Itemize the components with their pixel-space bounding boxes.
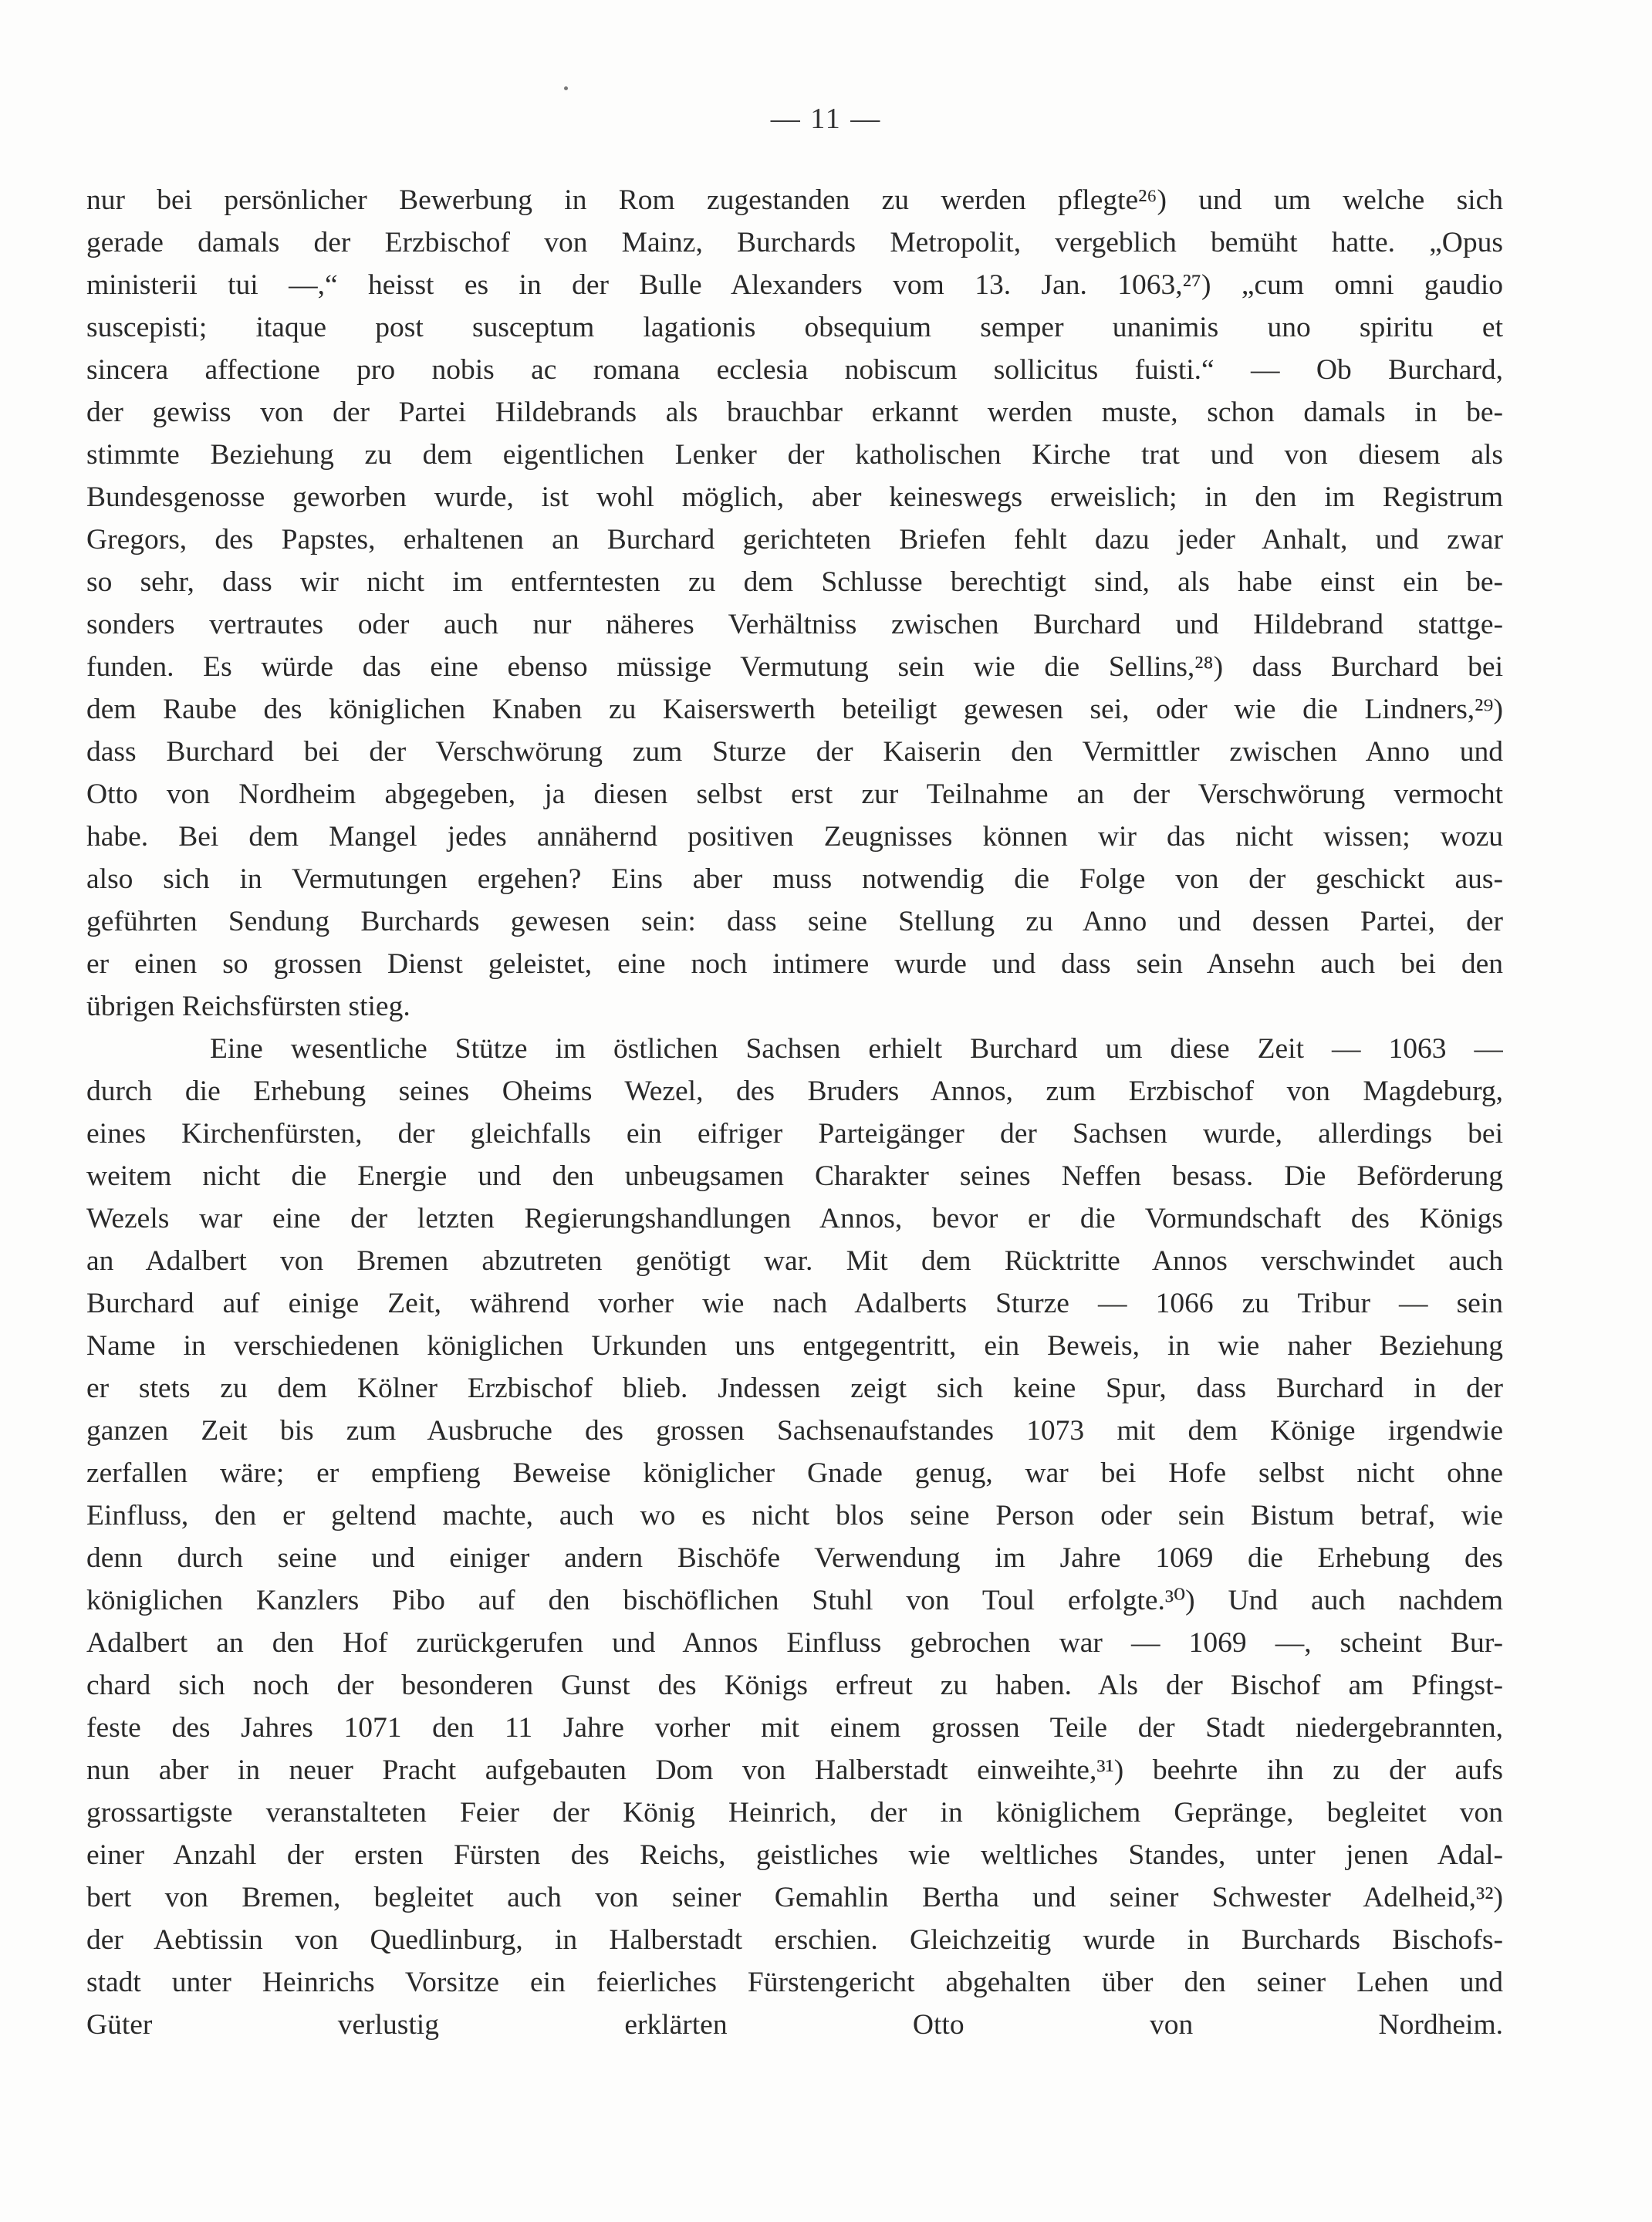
text-line: dass Burchard bei der Verschwörung zum Sturze der Kaiserin den Vermittler zwischen Anno und [86, 736, 1503, 768]
text-line: Otto von Nordheim abgegeben, ja diesen selbst erst zur Teilnahme an der Verschwörung vermocht [86, 778, 1503, 810]
text-line: an Adalbert von Bremen abzutreten genötigt war. Mit dem Rücktritte Annos verschwindet auch [86, 1245, 1503, 1277]
text-line: stadt unter Heinrichs Vorsitze ein feierliches Fürstengericht abgehalten über den seiner Lehen und [86, 1967, 1503, 1998]
text-line: Wezels war eine der letzten Regierungshandlungen Annos, bevor er die Vormundschaft des Königs [86, 1203, 1503, 1234]
text-line: Einfluss, den er geltend machte, auch wo es nicht blos seine Person oder sein Bistum betraf, wie [86, 1500, 1503, 1531]
text-line: Güter verlustig erklärten Otto von Nordheim. [86, 2009, 1503, 2041]
text-line: nun aber in neuer Pracht aufgebauten Dom von Halberstadt einweihte,³¹) beehrte ihn zu der aufs [86, 1754, 1503, 1786]
text-line: einer Anzahl der ersten Fürsten des Reichs, geistliches wie weltliches Standes, unter jenen Adal- [86, 1839, 1503, 1871]
text-line: ministerii tui —,“ heisst es in der Bulle Alexanders vom 13. Jan. 1063,²⁷) „cum omni gaudio [86, 269, 1503, 301]
body-text [86, 179, 1503, 2089]
text-line: Bundesgenosse geworben wurde, ist wohl möglich, aber keineswegs erweislich; in den im Registrum [86, 481, 1503, 513]
text-line: ganzen Zeit bis zum Ausbruche des grossen Sachsenaufstandes 1073 mit dem Könige irgendwie [86, 1415, 1503, 1447]
text-line: sincera affectione pro nobis ac romana ecclesia nobiscum sollicitus fuisti.“ — Ob Burchard, [86, 354, 1503, 386]
text-line: Adalbert an den Hof zurückgerufen und Annos Einfluss gebrochen war — 1069 —, scheint Bur- [86, 1627, 1503, 1659]
text-line: habe. Bei dem Mangel jedes annähernd positiven Zeugnisses können wir das nicht wissen; wozu [86, 821, 1503, 853]
text-line: dem Raube des königlichen Knaben zu Kaiserswerth beteiligt gewesen sei, oder wie die Lindners,²⁹) [86, 694, 1503, 725]
text-line: königlichen Kanzlers Pibo auf den bischöflichen Stuhl von Toul erfolgte.³⁰) Und auch nachdem [86, 1585, 1503, 1616]
text-line: suscepisti; itaque post susceptum lagationis obsequium semper unanimis uno spiritu et [86, 312, 1503, 343]
text-line: der Aebtissin von Quedlinburg, in Halberstadt erschien. Gleichzeitig wurde in Burchards Bischofs- [86, 1924, 1503, 1956]
text-line: bert von Bremen, begleitet auch von seiner Gemahlin Bertha und seiner Schwester Adelheid,³²) [86, 1882, 1503, 1913]
text-line: stimmte Beziehung zu dem eigentlichen Lenker der katholischen Kirche trat und von diesem als [86, 439, 1503, 471]
text-line: chard sich noch der besonderen Gunst des Königs erfreut zu haben. Als der Bischof am Pfingst- [86, 1670, 1503, 1701]
text-line: so sehr, dass wir nicht im entferntesten zu dem Schlusse berechtigt sind, als habe einst ein be- [86, 566, 1503, 598]
text-line: gerade damals der Erzbischof von Mainz, Burchards Metropolit, vergeblich bemüht hatte. „Opus [86, 227, 1503, 258]
text-line: der gewiss von der Partei Hildebrands als brauchbar erkannt werden muste, schon damals in be- [86, 397, 1503, 428]
page-number: — 11 — [770, 103, 882, 135]
text-line: Burchard auf einige Zeit, während vorher wie nach Adalberts Sturze — 1066 zu Tribur — sein [86, 1288, 1503, 1319]
ink-speck [564, 86, 568, 90]
text-line: geführten Sendung Burchards gewesen sein: dass seine Stellung zu Anno und dessen Partei, der [86, 906, 1503, 937]
text-line: er stets zu dem Kölner Erzbischof blieb. Jndessen zeigt sich keine Spur, dass Burchard in der [86, 1373, 1503, 1404]
text-line-paragraph-end: übrigen Reichsfürsten stieg. [86, 991, 410, 1022]
text-line-paragraph-start: Eine wesentliche Stütze im östlichen Sachsen erhielt Burchard um diese Zeit — 1063 — [210, 1033, 1503, 1065]
text-line-paragraph-end [86, 2046, 1503, 2089]
text-line: sonders vertrautes oder auch nur näheres Verhältniss zwischen Burchard und Hildebrand stattge- [86, 609, 1503, 640]
text-line: grossartigste veranstalteten Feier der König Heinrich, der in königlichem Gepränge, begleitet von [86, 1797, 1503, 1829]
text-line: eines Kirchenfürsten, der gleichfalls ein eifriger Parteigänger der Sachsen wurde, allerdings bei [86, 1118, 1503, 1150]
text-line: denn durch seine und einiger andern Bischöfe Verwendung im Jahre 1069 die Erhebung des [86, 1542, 1503, 1574]
text-line: zerfallen wäre; er empfieng Beweise königlicher Gnade genug, war bei Hofe selbst nicht ohne [86, 1457, 1503, 1489]
text-line: durch die Erhebung seines Oheims Wezel, des Bruders Annos, zum Erzbischof von Magdeburg, [86, 1076, 1503, 1107]
text-line: weitem nicht die Energie und den unbeugsamen Charakter seines Neffen besass. Die Beförderung [86, 1160, 1503, 1192]
text-line: er einen so grossen Dienst geleistet, eine noch intimere wurde und dass sein Ansehn auch bei den [86, 948, 1503, 980]
text-line: nur bei persönlicher Bewerbung in Rom zugestanden zu werden pflegte²⁶) und um welche sich [86, 184, 1503, 216]
text-line: feste des Jahres 1071 den 11 Jahre vorher mit einem grossen Teile der Stadt niedergebrannten, [86, 1712, 1503, 1744]
text-line: Name in verschiedenen königlichen Urkunden uns entgegentritt, ein Beweis, in wie naher Beziehung [86, 1330, 1503, 1362]
text-line: also sich in Vermutungen ergehen? Eins aber muss notwendig die Folge von der geschickt aus- [86, 863, 1503, 895]
text-line: funden. Es würde das eine ebenso müssige Vermutung sein wie die Sellins,²⁸) dass Burchard bei [86, 651, 1503, 683]
text-line: Gregors, des Papstes, erhaltenen an Burchard gerichteten Briefen fehlt dazu jeder Anhalt, und zwar [86, 524, 1503, 556]
